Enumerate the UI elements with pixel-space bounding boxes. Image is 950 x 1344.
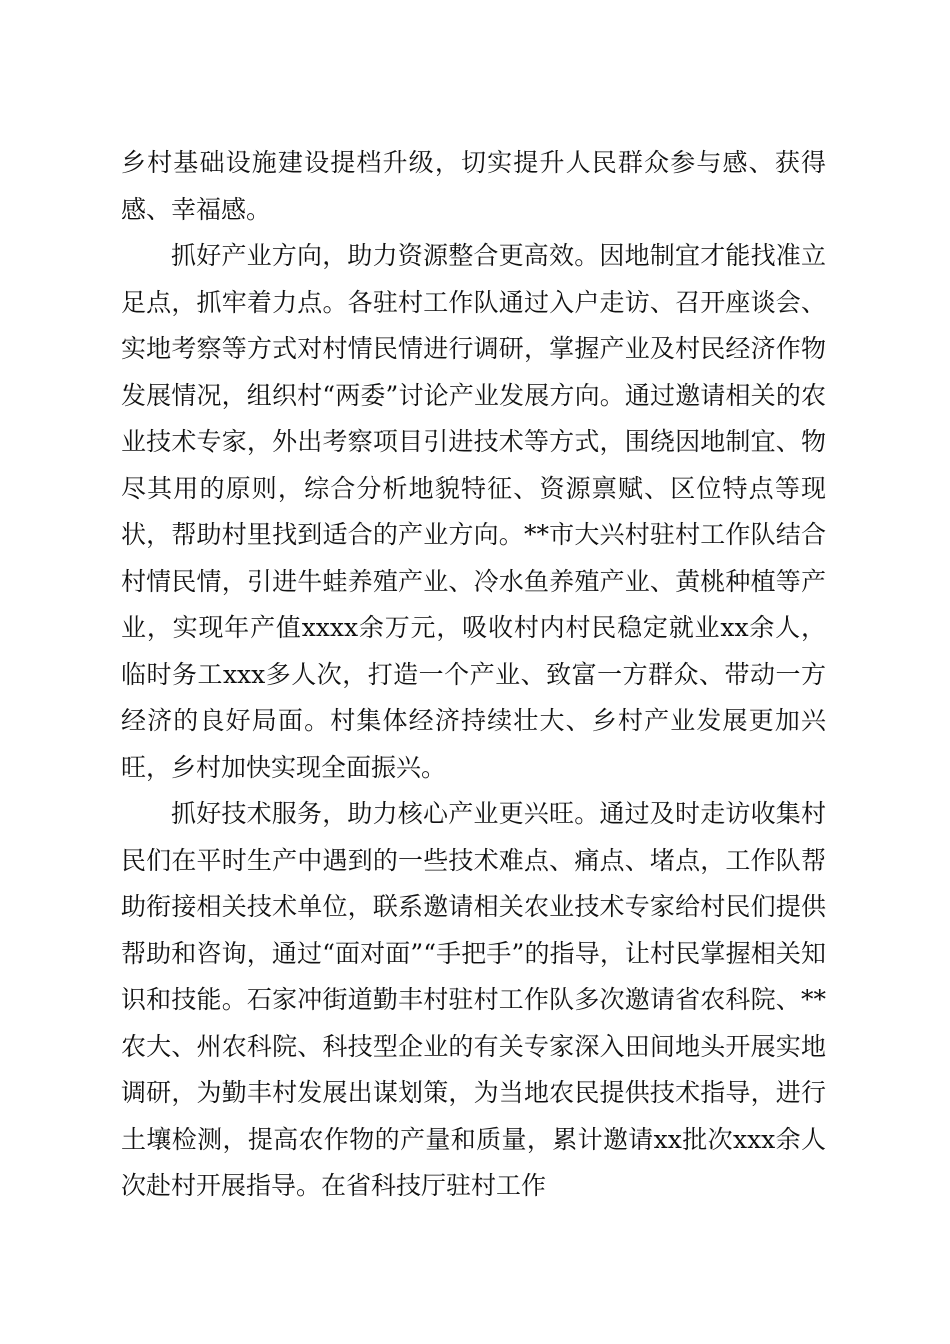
paragraph-technical-service: 抓好技术服务，助力核心产业更兴旺。通过及时走访收集村民们在平时生产中遇到的一些技术难点、痛点、堵点，工作队帮助衔接相关技术单位，联系邀请相关农业技术专家给村民们提供帮助和咨询，通过“面对面”“手把手”的指导，让村民掌握相关知识和技能。石家冲街道勤丰村驻村工作队多次邀请省农科院、**农大、州农科院、科技型企业的有关专家深入田间地头开展实地调研，为勤丰村发展出谋划策，为当地农民提供技术指导，进行土壤检测，提高农作物的产量和质量，累计邀请xx批次xxx余人次赴村开展指导。在省科技厅驻村工作 xyxy=(121,799,826,1200)
document-body xyxy=(121,140,826,1210)
paragraph-industry-direction: 抓好产业方向，助力资源整合更高效。因地制宜才能找准立足点，抓牢着力点。各驻村工作队通过入户走访、召开座谈会、实地考察等方式对村情民情进行调研，掌握产业及村民经济作物发展情况，组织村“两委”讨论产业发展方向。通过邀请相关的农业技术专家，外出考察项目引进技术等方式，围绕因地制宜、物尽其用的原则，综合分析地貌特征、资源禀赋、区位特点等现状，帮助村里找到适合的产业方向。**市大兴村驻村工作队结合村情民情，引进牛蛙养殖产业、冷水鱼养殖产业、黄桃种植等产业，实现年产值xxxx余万元，吸收村内村民稳定就业xx余人，临时务工xxx多人次，打造一个产业、致富一方群众、带动一方经济的良好局面。村集体经济持续壮大、乡村产业发展更加兴旺，乡村加快实现全面振兴。 xyxy=(121,241,826,782)
paragraph-continuation: 乡村基础设施建设提档升级，切实提升人民群众参与感、获得感、幸福感。 xyxy=(121,148,826,224)
